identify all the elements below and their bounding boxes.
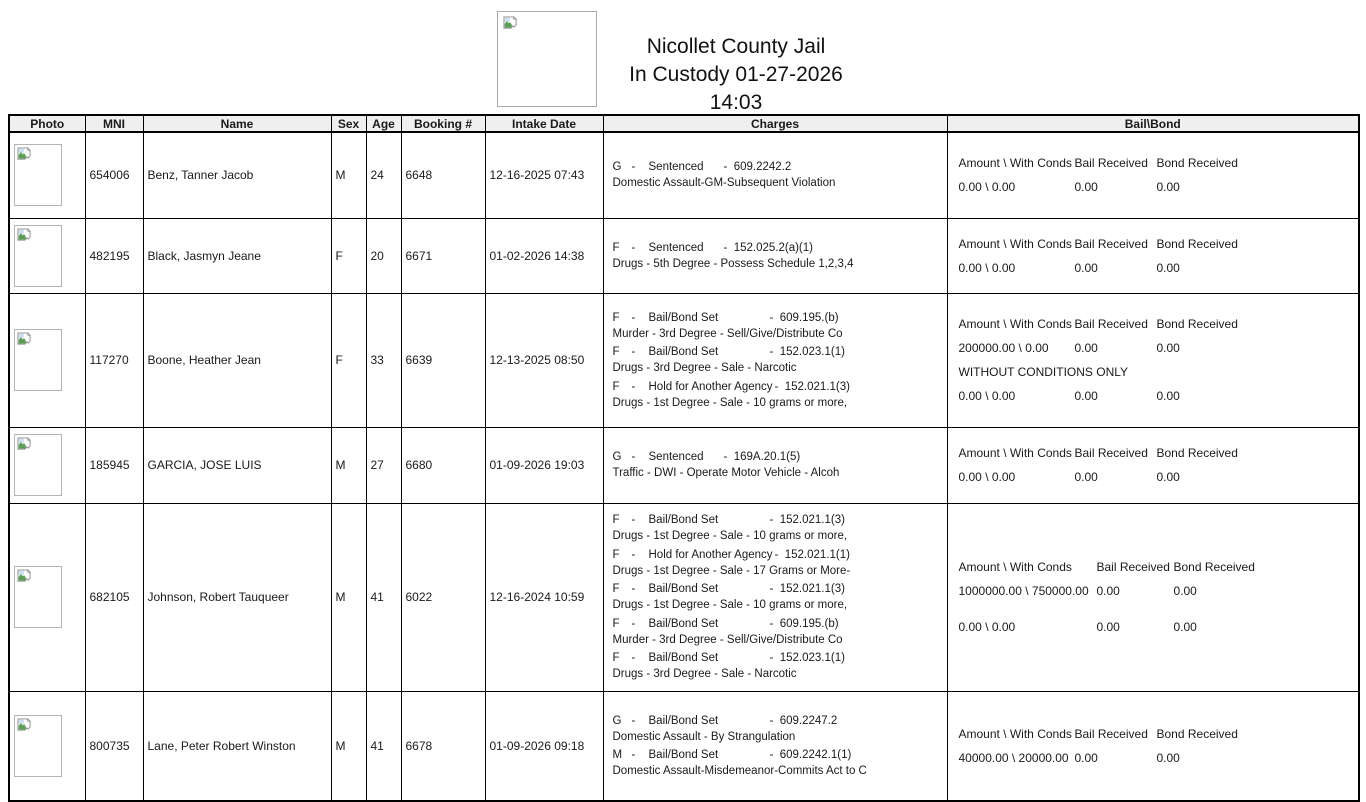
bail-values-line: [959, 175, 1355, 199]
sex-cell: F: [331, 218, 366, 293]
booking-number-cell: 6680: [401, 427, 485, 503]
bail-values-line: [959, 615, 1355, 639]
bail-col-bail-received: Bail Received: [1074, 446, 1148, 460]
broken-image-icon: [17, 718, 32, 735]
intake-date-cell: 12-16-2025 07:43: [485, 132, 603, 218]
inmate-row: [9, 132, 1359, 218]
bail-col-amount-with-conds: Amount \ With Conds: [958, 156, 1072, 171]
broken-image-icon: [17, 569, 32, 586]
charges-cell: [603, 132, 947, 218]
inmate-row: [9, 218, 1359, 293]
col-header-booking: Booking #: [401, 115, 485, 132]
age-cell: 41: [366, 691, 401, 801]
broken-image-icon: [503, 16, 518, 35]
charge-item: [613, 379, 943, 411]
bail-col-bail-received: Bail Received: [1074, 317, 1148, 331]
name-cell: Black, Jasmyn Jeane: [143, 218, 331, 293]
booking-number-cell: 6648: [401, 132, 485, 218]
charge-description: Domestic Assault-Misdemeanor-Commits Act to C: [612, 765, 867, 777]
photo-cell: [9, 427, 85, 503]
bail-bond-cell: [947, 132, 1359, 218]
col-header-charges: Charges: [603, 115, 947, 132]
age-cell: 41: [366, 503, 401, 691]
bail-columns-header: [959, 151, 1355, 175]
booking-number-cell: 6022: [401, 503, 485, 691]
bail-bond-cell: [947, 503, 1359, 691]
mni-cell: 117270: [85, 293, 143, 427]
intake-date-cell: 01-02-2026 14:38: [485, 218, 603, 293]
charge-item: [613, 650, 943, 682]
age-cell: 20: [366, 218, 401, 293]
photo-placeholder: [14, 566, 62, 628]
bail-amount-value: 0.00 \ 0.00: [958, 180, 1016, 195]
charge-item: [613, 310, 943, 342]
name-cell: Johnson, Robert Tauqueer: [143, 503, 331, 691]
bail-condition-note: WITHOUT CONDITIONS ONLY: [958, 365, 1129, 379]
charges-cell: [603, 293, 947, 427]
charges-cell: [603, 427, 947, 503]
bail-received-value: 0.00: [1074, 180, 1098, 195]
booking-number-cell: 6678: [401, 691, 485, 801]
age-cell: 33: [366, 293, 401, 427]
charges-cell: [603, 218, 947, 293]
bail-columns-header: [959, 441, 1355, 465]
sex-cell: M: [331, 427, 366, 503]
charge-grade-status-statute: F - Bail/Bond Set - 152.023.1(1): [612, 346, 845, 358]
bond-received-value: 0.00: [1156, 389, 1180, 403]
bail-amount-value: 40000.00 \ 20000.00: [958, 750, 1069, 765]
charge-description: Murder - 3rd Degree - Sell/Give/Distribute Co: [612, 633, 843, 646]
col-header-name: Name: [143, 115, 331, 132]
photo-placeholder: [14, 329, 62, 391]
intake-date-cell: 12-13-2025 08:50: [485, 293, 603, 427]
charge-grade-status-statute: G - Sentenced - 609.2242.2: [612, 161, 792, 174]
charge-grade-status-statute: F - Bail/Bond Set - 152.021.1(3): [612, 583, 845, 595]
page-title: Nicollet County Jail: [646, 35, 826, 58]
bond-received-value: 0.00: [1156, 180, 1180, 195]
charge-description: Domestic Assault - By Strangulation: [612, 730, 796, 743]
bail-values-line: [959, 384, 1355, 408]
report-header: [0, 0, 1366, 114]
intake-date-cell: 12-16-2024 10:59: [485, 503, 603, 691]
bail-received-value: 0.00: [1074, 260, 1098, 275]
charge-item: [613, 240, 943, 272]
bond-received-value: 0.00: [1173, 584, 1197, 598]
bail-col-bond-received: Bond Received: [1156, 446, 1238, 460]
bail-received-value: 0.00: [1074, 470, 1098, 484]
charge-item: [613, 344, 943, 376]
report-date-line: In Custody 01-27-2026 14:03: [629, 63, 843, 114]
charges-cell: [603, 691, 947, 801]
bail-values-line: [959, 256, 1355, 280]
name-cell: GARCIA, JOSE LUIS: [143, 427, 331, 503]
bail-columns-header: [959, 312, 1355, 336]
intake-date-cell: 01-09-2026 19:03: [485, 427, 603, 503]
name-cell: Boone, Heather Jean: [143, 293, 331, 427]
col-header-intake: Intake Date: [485, 115, 603, 132]
col-header-bailbond: Bail\Bond: [947, 115, 1359, 132]
charge-grade-status-statute: F - Hold for Another Agency - 152.021.1(3): [612, 380, 850, 393]
bail-col-bond-received: Bond Received: [1156, 317, 1238, 331]
broken-image-icon: [17, 147, 32, 164]
bail-bond-cell: [947, 293, 1359, 427]
bail-col-bail-received: Bail Received: [1096, 560, 1170, 574]
photo-cell: [9, 293, 85, 427]
inmate-row: [9, 427, 1359, 503]
bail-received-value: 0.00: [1074, 341, 1098, 355]
col-header-photo: Photo: [9, 115, 85, 132]
charge-description: Murder - 3rd Degree - Sell/Give/Distribute Co: [612, 327, 843, 340]
charge-grade-status-statute: G - Sentenced - 169A.20.1(5): [612, 451, 801, 463]
bail-col-amount-with-conds: Amount \ With Conds: [958, 236, 1072, 251]
charge-description: Drugs - 1st Degree - Sale - 10 grams or more,: [612, 396, 848, 409]
charge-description: Drugs - 1st Degree - Sale - 17 Grams or More-: [612, 564, 851, 577]
bail-col-amount-with-conds: Amount \ With Conds: [958, 317, 1072, 331]
bail-col-bail-received: Bail Received: [1074, 236, 1148, 251]
bail-columns-header: [959, 555, 1355, 579]
charge-item: [613, 547, 943, 579]
broken-image-icon: [17, 228, 32, 245]
charge-item: [613, 713, 943, 745]
bail-col-amount-with-conds: Amount \ With Conds: [958, 726, 1072, 741]
charge-grade-status-statute: M - Bail/Bond Set - 609.2242.1(1): [612, 749, 852, 761]
charge-grade-status-statute: F - Bail/Bond Set - 152.023.1(1): [612, 652, 845, 664]
col-header-mni: MNI: [85, 115, 143, 132]
bail-received-value: 0.00: [1074, 750, 1098, 765]
bail-columns-header: [959, 232, 1355, 256]
bail-col-bond-received: Bond Received: [1173, 560, 1255, 574]
charge-item: [613, 159, 943, 191]
col-header-age: Age: [366, 115, 401, 132]
bond-received-value: 0.00: [1156, 341, 1180, 355]
bail-col-bail-received: Bail Received: [1074, 156, 1148, 171]
mni-cell: 682105: [85, 503, 143, 691]
bail-amount-value: 0.00 \ 0.00: [958, 470, 1016, 484]
inmate-table: [8, 114, 1360, 802]
bond-received-value: 0.00: [1156, 470, 1180, 484]
charge-item: [613, 449, 943, 481]
inmate-row: [9, 691, 1359, 801]
photo-placeholder: [14, 144, 62, 206]
table-header-row: [9, 115, 1359, 132]
charge-grade-status-statute: F - Bail/Bond Set - 609.195.(b): [612, 617, 839, 630]
age-cell: 27: [366, 427, 401, 503]
bail-values-line: [959, 579, 1355, 603]
bail-amount-value: 0.00 \ 0.00: [958, 620, 1016, 634]
charge-item: [613, 581, 943, 613]
bail-values-line: [959, 746, 1355, 770]
photo-cell: [9, 132, 85, 218]
report-title: [600, 33, 872, 117]
bail-received-value: 0.00: [1096, 584, 1120, 598]
photo-placeholder: [14, 225, 62, 287]
header-image-placeholder: [497, 11, 597, 107]
charge-description: Drugs - 1st Degree - Sale - 10 grams or more,: [612, 530, 848, 542]
charge-description: Traffic - DWI - Operate Motor Vehicle - Alcoh: [612, 467, 840, 479]
bail-bond-cell: [947, 218, 1359, 293]
charge-grade-status-statute: F - Hold for Another Agency - 152.021.1(1): [612, 548, 850, 561]
charge-grade-status-statute: F - Bail/Bond Set - 152.021.1(3): [612, 514, 845, 526]
bail-amount-value: 200000.00 \ 0.00: [958, 341, 1049, 355]
bail-spacer: [959, 603, 1355, 615]
bond-received-value: 0.00: [1156, 260, 1180, 275]
charge-description: Drugs - 3rd Degree - Sale - Narcotic: [612, 668, 797, 680]
col-header-sex: Sex: [331, 115, 366, 132]
bail-received-value: 0.00: [1074, 389, 1098, 403]
bail-col-bond-received: Bond Received: [1156, 726, 1238, 741]
age-cell: 24: [366, 132, 401, 218]
bail-values-line: [959, 336, 1355, 360]
photo-cell: [9, 503, 85, 691]
inmate-row: [9, 293, 1359, 427]
bail-col-amount-with-conds: Amount \ With Conds: [958, 446, 1072, 460]
charge-item: [613, 616, 943, 648]
photo-cell: [9, 218, 85, 293]
bail-amount-value: 1000000.00 \ 750000.00: [958, 584, 1089, 598]
photo-placeholder: [14, 434, 62, 496]
bail-columns-header: [959, 722, 1355, 746]
broken-image-icon: [17, 437, 32, 454]
charge-grade-status-statute: G - Bail/Bond Set - 609.2247.2: [612, 714, 838, 727]
charge-description: Drugs - 1st Degree - Sale - 10 grams or more,: [612, 599, 848, 611]
bail-bond-cell: [947, 427, 1359, 503]
bail-col-bond-received: Bond Received: [1156, 236, 1238, 251]
bond-received-value: 0.00: [1156, 750, 1180, 765]
booking-number-cell: 6639: [401, 293, 485, 427]
charge-grade-status-statute: F - Bail/Bond Set - 609.195.(b): [612, 311, 839, 324]
charge-item: [613, 512, 943, 544]
broken-image-icon: [17, 332, 32, 349]
name-cell: Lane, Peter Robert Winston: [143, 691, 331, 801]
mni-cell: 185945: [85, 427, 143, 503]
charge-grade-status-statute: F - Sentenced - 152.025.2(a)(1): [612, 241, 813, 254]
bail-bond-cell: [947, 691, 1359, 801]
mni-cell: 482195: [85, 218, 143, 293]
name-cell: Benz, Tanner Jacob: [143, 132, 331, 218]
sex-cell: M: [331, 691, 366, 801]
bail-col-bail-received: Bail Received: [1074, 726, 1148, 741]
charge-description: Domestic Assault-GM-Subsequent Violation: [612, 177, 836, 190]
charge-description: Drugs - 3rd Degree - Sale - Narcotic: [612, 362, 797, 374]
charges-cell: [603, 503, 947, 691]
charge-description: Drugs - 5th Degree - Possess Schedule 1,2,3,4: [612, 257, 854, 270]
bail-values-line: [959, 465, 1355, 489]
booking-number-cell: 6671: [401, 218, 485, 293]
bond-received-value: 0.00: [1173, 620, 1197, 634]
photo-cell: [9, 691, 85, 801]
bail-amount-value: 0.00 \ 0.00: [958, 260, 1016, 275]
photo-placeholder: [14, 715, 62, 777]
bail-amount-value: 0.00 \ 0.00: [958, 389, 1016, 403]
mni-cell: 654006: [85, 132, 143, 218]
charge-item: [613, 747, 943, 779]
bail-received-value: 0.00: [1096, 620, 1120, 634]
sex-cell: F: [331, 293, 366, 427]
inmate-row: [9, 503, 1359, 691]
sex-cell: M: [331, 132, 366, 218]
bail-col-amount-with-conds: Amount \ With Conds: [958, 560, 1072, 574]
mni-cell: 800735: [85, 691, 143, 801]
intake-date-cell: 01-09-2026 09:18: [485, 691, 603, 801]
sex-cell: M: [331, 503, 366, 691]
bail-col-bond-received: Bond Received: [1156, 156, 1238, 171]
